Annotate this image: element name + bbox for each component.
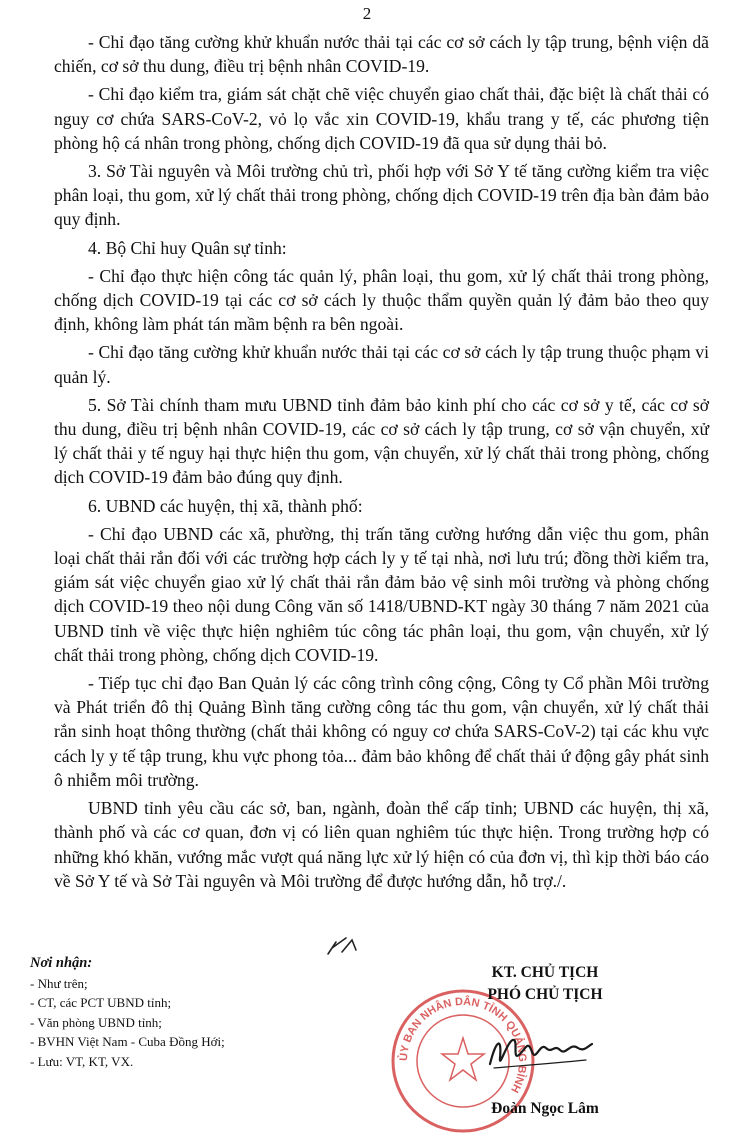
seal-text: ỦY BAN NHÂN DÂN TỈNH QUẢNG BÌNH — [397, 995, 529, 1095]
list-item: - Văn phòng UBND tỉnh; — [30, 1014, 162, 1030]
paragraph: - Chỉ đạo thực hiện công tác quản lý, phân loại, thu gom, xử lý chất thải trong phòng, chống dịch COVID-19 tại các cơ sở cách ly thuộc thẩm quyền quản lý đảm bảo theo quy định, không làm phát tán mầm bệnh ra bên ngoài. — [54, 265, 709, 335]
paragraph: - Tiếp tục chỉ đạo Ban Quản lý các công trình công cộng, Công ty Cổ phần Môi trường và Phát triển đô thị Quảng Bình tăng cường công tác thu gom, vận chuyển, xử lý chất thải rắn sinh hoạt thông thường (chất thải không có nguy cơ chứa SARS-CoV-2) tại các khu vực cách ly y tế tập trung, khu vực phong tỏa... đảm bảo không để chất thải ứ động gây phát sinh ô nhiễm môi trường. — [54, 673, 709, 790]
list-item: - CT, các PCT UBND tỉnh; — [30, 995, 172, 1010]
paragraph: - Chỉ đạo tăng cường khử khuẩn nước thải tại các cơ sở cách ly tập trung, bệnh viện dã chiến, cơ sở thu dung, điều trị bệnh nhân COVID-19. — [54, 32, 709, 77]
paragraph: 6. UBND các huyện, thị xã, thành phố: — [88, 495, 363, 516]
recipients-title: Nơi nhận: — [30, 955, 93, 971]
recipients-block — [30, 954, 350, 1071]
paragraph: - Chỉ đạo UBND các xã, phường, thị trấn tăng cường hướng dẫn việc thu gom, phân loại chất thải rắn đối với các trường hợp cách ly y tế tại nhà, nơi lưu trú; đồng thời kiểm tra, giám sát việc chuyển giao xử lý chất thải rắn đảm bảo vệ sinh môi trường và phòng chống dịch COVID-19 theo nội dung Công văn số 1418/UBND-KT ngày 30 tháng 7 năm 2021 của UBND tỉnh về việc thực hiện nghiêm túc công tác phân loại, thu gom, vận chuyển, xử lý chất thải trong phòng, chống dịch COVID-19. — [54, 523, 709, 665]
paragraph: UBND tỉnh yêu cầu các sở, ban, ngành, đoàn thể cấp tỉnh; UBND các huyện, thị xã, thành phố và các cơ quan, đơn vị có liên quan nghiêm túc thực hiện. Trong trường hợp có những khó khăn, vướng mắc vượt quá năng lực xử lý hiện có của đơn vị, thì kịp thời báo cáo về Sở Y tế và Sở Tài nguyên và Môi trường để được hướng dẫn, hỗ trợ./. — [54, 798, 709, 891]
document-body — [54, 30, 709, 897]
signer-block — [440, 962, 650, 1006]
list-item: - Lưu: VT, KT, VX. — [30, 1053, 134, 1069]
paragraph: - Chỉ đạo kiểm tra, giám sát chặt chẽ việc chuyển giao chất thải, đặc biệt là chất thải có nguy cơ chứa SARS-CoV-2, vỏ lọ vắc xin COVID-19, khẩu trang y tế, các phương tiện phòng hộ cá nhân trong phòng, chống dịch COVID-19 đã qua sử dụng thải bỏ. — [54, 84, 709, 153]
recipients-list — [30, 974, 350, 1072]
page-number: 2 — [362, 4, 372, 23]
paragraph: 4. Bộ Chỉ huy Quân sự tỉnh: — [88, 237, 287, 258]
list-item: - Như trên; — [30, 975, 88, 991]
signer-title: KT. CHỦ TỊCH — [491, 964, 599, 981]
paragraph: - Chỉ đạo tăng cường khử khuẩn nước thải tại các cơ sở cách ly tập trung thuộc phạm vi quản lý. — [54, 342, 709, 387]
paragraph: 3. Sở Tài nguyên và Môi trường chủ trì, phối hợp với Sở Y tế tăng cường kiểm tra việc phân loại, thu gom, xử lý chất thải trong phòng, chống dịch COVID-19 trên địa bàn đảm bảo quy định. — [54, 161, 709, 230]
handwritten-signature-icon — [486, 1030, 596, 1075]
signer-name: Đoàn Ngọc Lâm — [491, 1100, 599, 1117]
paragraph: 5. Sở Tài chính tham mưu UBND tỉnh đảm bảo kinh phí cho các cơ sở y tế, các cơ sở thu dung, điều trị bệnh nhân COVID-19, các cơ sở cách ly tập trung, cơ sở vận chuyển, xử lý chất thải y tế nguy hại thực hiện thu gom, vận chuyển, xử lý chất thải trong phòng, chống dịch COVID-19 đảm bảo đúng quy định. — [54, 394, 709, 488]
list-item: - BVHN Việt Nam - Cuba Đồng Hới; — [30, 1034, 225, 1049]
signer-subtitle: PHÓ CHỦ TỊCH — [487, 986, 603, 1003]
